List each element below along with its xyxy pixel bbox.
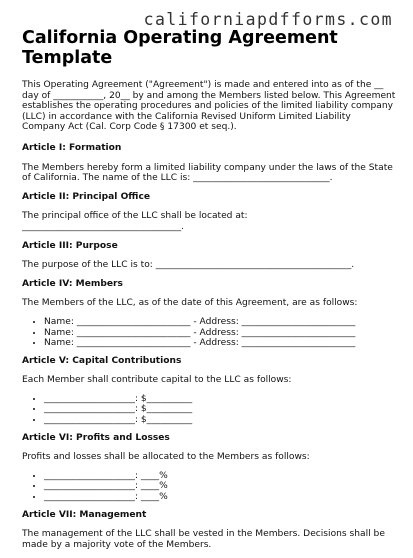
article-members — [22, 279, 396, 349]
list-item: • ____________________: ____% — [44, 481, 396, 492]
article-text: Each Member shall contribute capital to the LLC as follows: — [22, 375, 292, 386]
article-heading: Article IV: Members — [22, 278, 123, 289]
list-item: • ____________________: $__________ — [44, 415, 396, 426]
article-text: The Members hereby form a limited liability company under the laws of the State of California. The name of the LLC is: ______________________________. — [22, 162, 393, 184]
article-profits-losses — [22, 433, 396, 503]
contributions-list — [22, 394, 396, 426]
list-item: • ____________________: $__________ — [44, 404, 396, 415]
article-formation — [22, 143, 396, 184]
article-heading: Article VII: Management — [22, 509, 147, 520]
list-item: • Name: _________________________ - Address: _________________________ — [44, 338, 396, 349]
article-principal-office — [22, 192, 396, 233]
article-text: Profits and losses shall be allocated to the Members as follows: — [22, 452, 310, 463]
list-item: • Name: _________________________ - Address: _________________________ — [44, 328, 396, 339]
article-heading: Article I: Formation — [22, 142, 122, 153]
article-text: The purpose of the LLC is to: ___________________________________________. — [22, 260, 355, 271]
site-watermark: californiapdfforms.com — [143, 10, 393, 29]
article-text: The Members of the LLC, as of the date of this Agreement, are as follows: — [22, 298, 358, 309]
list-item: • Name: _________________________ - Address: _________________________ — [44, 317, 396, 328]
article-heading: Article III: Purpose — [22, 240, 118, 251]
members-list — [22, 317, 396, 349]
list-item: • ____________________: ____% — [44, 492, 396, 503]
intro-paragraph: This Operating Agreement ("Agreement") is made and entered into as of the __ day of ___________, 20__ by and among the Members listed below. This Agreement establishes the operating procedures and policies of the limited liability company (LLC) in accordance with the California Revised Uniform Limited Liability Company Act (Cal. Corp Code § 17300 et seq.). — [22, 80, 396, 133]
document-title: California Operating Agreement Template — [22, 28, 338, 68]
article-heading: Article VI: Profits and Losses — [22, 432, 170, 443]
list-item: • ____________________: ____% — [44, 471, 396, 482]
article-purpose — [22, 241, 396, 271]
allocations-list — [22, 471, 396, 503]
article-management — [22, 510, 396, 551]
article-heading: Article II: Principal Office — [22, 191, 151, 202]
list-item: • ____________________: $__________ — [44, 394, 396, 405]
article-heading: Article V: Capital Contributions — [22, 355, 182, 366]
document-body — [22, 80, 396, 558]
article-text: The management of the LLC shall be vested in the Members. Decisions shall be made by a majority vote of the Members. — [22, 529, 385, 550]
article-capital-contributions — [22, 356, 396, 426]
article-text: The principal office of the LLC shall be located at: ___________________________________. — [22, 211, 248, 232]
